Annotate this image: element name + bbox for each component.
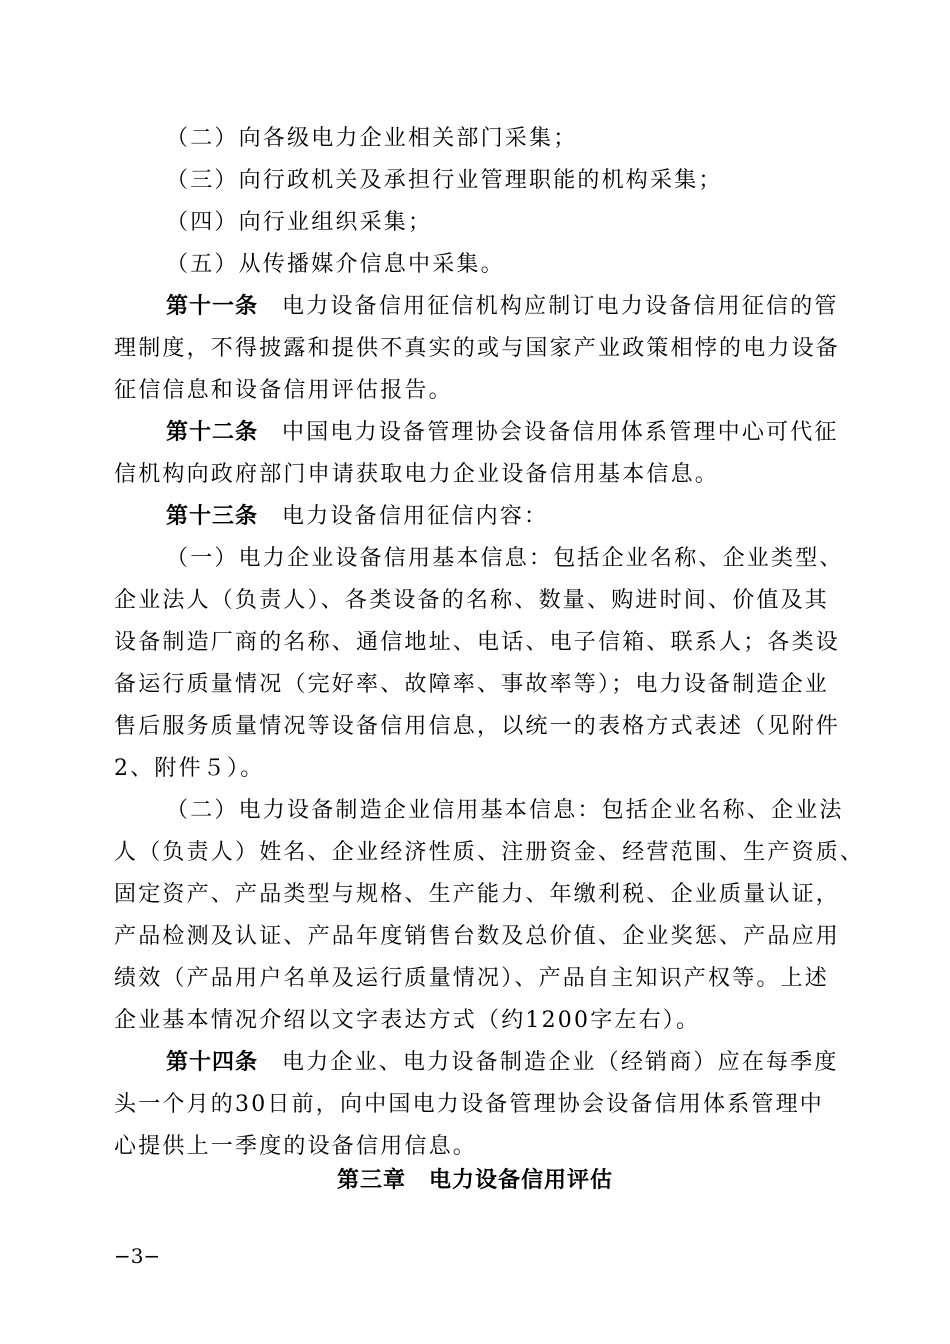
paragraph-line: 信机构向政府部门申请获取电力企业设备信用基本信息。 [114, 462, 720, 487]
list-item: （四）向行业组织采集； [166, 210, 433, 235]
paragraph-line: 绩效（产品用户名单及运行质量情况）、产品自主知识产权等。上述 [114, 966, 830, 991]
paragraph-line: 理制度，不得披露和提供不真实的或与国家产业政策相悖的电力设备 [114, 336, 841, 361]
paragraph-line: 售后服务质量情况等设备信用信息，以统一的表格方式表述（见附件 [114, 714, 841, 739]
article-label: 第十一条 [166, 294, 259, 319]
article-label: 第十二条 [166, 420, 259, 445]
article-text: 电力企业、电力设备制造企业（经销商）应在每季度 [282, 1050, 839, 1075]
article-text: 电力设备信用征信机构应制订电力设备信用征信的管 [282, 294, 839, 319]
paragraph-line: 产品检测及认证、产品年度销售台数及总价值、企业奖惩、产品应用 [114, 924, 841, 949]
paragraph-line: 备运行质量情况（完好率、故障率、事故率等）；电力设备制造企业 [114, 672, 830, 697]
paragraph-line: 征信信息和设备信用评估报告。 [114, 378, 453, 403]
paragraph-line: 企业基本情况介绍以文字表达方式（约1200字左右）。 [114, 1008, 701, 1033]
list-item: （五）从传播媒介信息中采集。 [166, 252, 505, 277]
paragraph-line: 设备制造厂商的名称、通信地址、电话、电子信箱、联系人；各类设 [114, 630, 841, 655]
paragraph-line: 企业法人（负责人）、各类设备的名称、数量、购进时间、价值及其 [114, 588, 830, 613]
page-number: −3− [114, 1244, 161, 1268]
list-item: （二）向各级电力企业相关部门采集； [166, 126, 578, 151]
chapter-title: 第三章 电力设备信用评估 [336, 1168, 613, 1193]
paragraph-line: 心提供上一季度的设备信用信息。 [114, 1134, 478, 1159]
paragraph-line: （一）电力企业设备信用基本信息：包括企业名称、企业类型、 [166, 546, 844, 571]
list-item: （三）向行政机关及承担行业管理职能的机构采集； [166, 168, 723, 193]
article-label: 第十四条 [166, 1050, 259, 1075]
article-12-first-line [166, 418, 839, 448]
paragraph-line: 2、附件５）。 [114, 756, 265, 781]
article-text: 中国电力设备管理协会设备信用体系管理中心可代征 [282, 420, 839, 445]
article-14-first-line [166, 1048, 839, 1078]
article-label: 第十三条 [166, 504, 259, 529]
paragraph-line: 头一个月的30日前，向中国电力设备管理协会设备信用体系管理中 [114, 1092, 824, 1117]
paragraph-line: 固定资产、产品类型与规格、生产能力、年缴利税、企业质量认证， [114, 882, 841, 907]
paragraph-line: 人（负责人）姓名、企业经济性质、注册资金、经营范围、生产资质、 [114, 840, 865, 865]
article-13-first-line [166, 502, 548, 532]
article-11-first-line [166, 292, 839, 322]
paragraph-line: （二）电力设备制造企业信用基本信息：包括企业名称、企业法 [166, 798, 844, 823]
article-text: 电力设备信用征信内容： [282, 504, 549, 529]
